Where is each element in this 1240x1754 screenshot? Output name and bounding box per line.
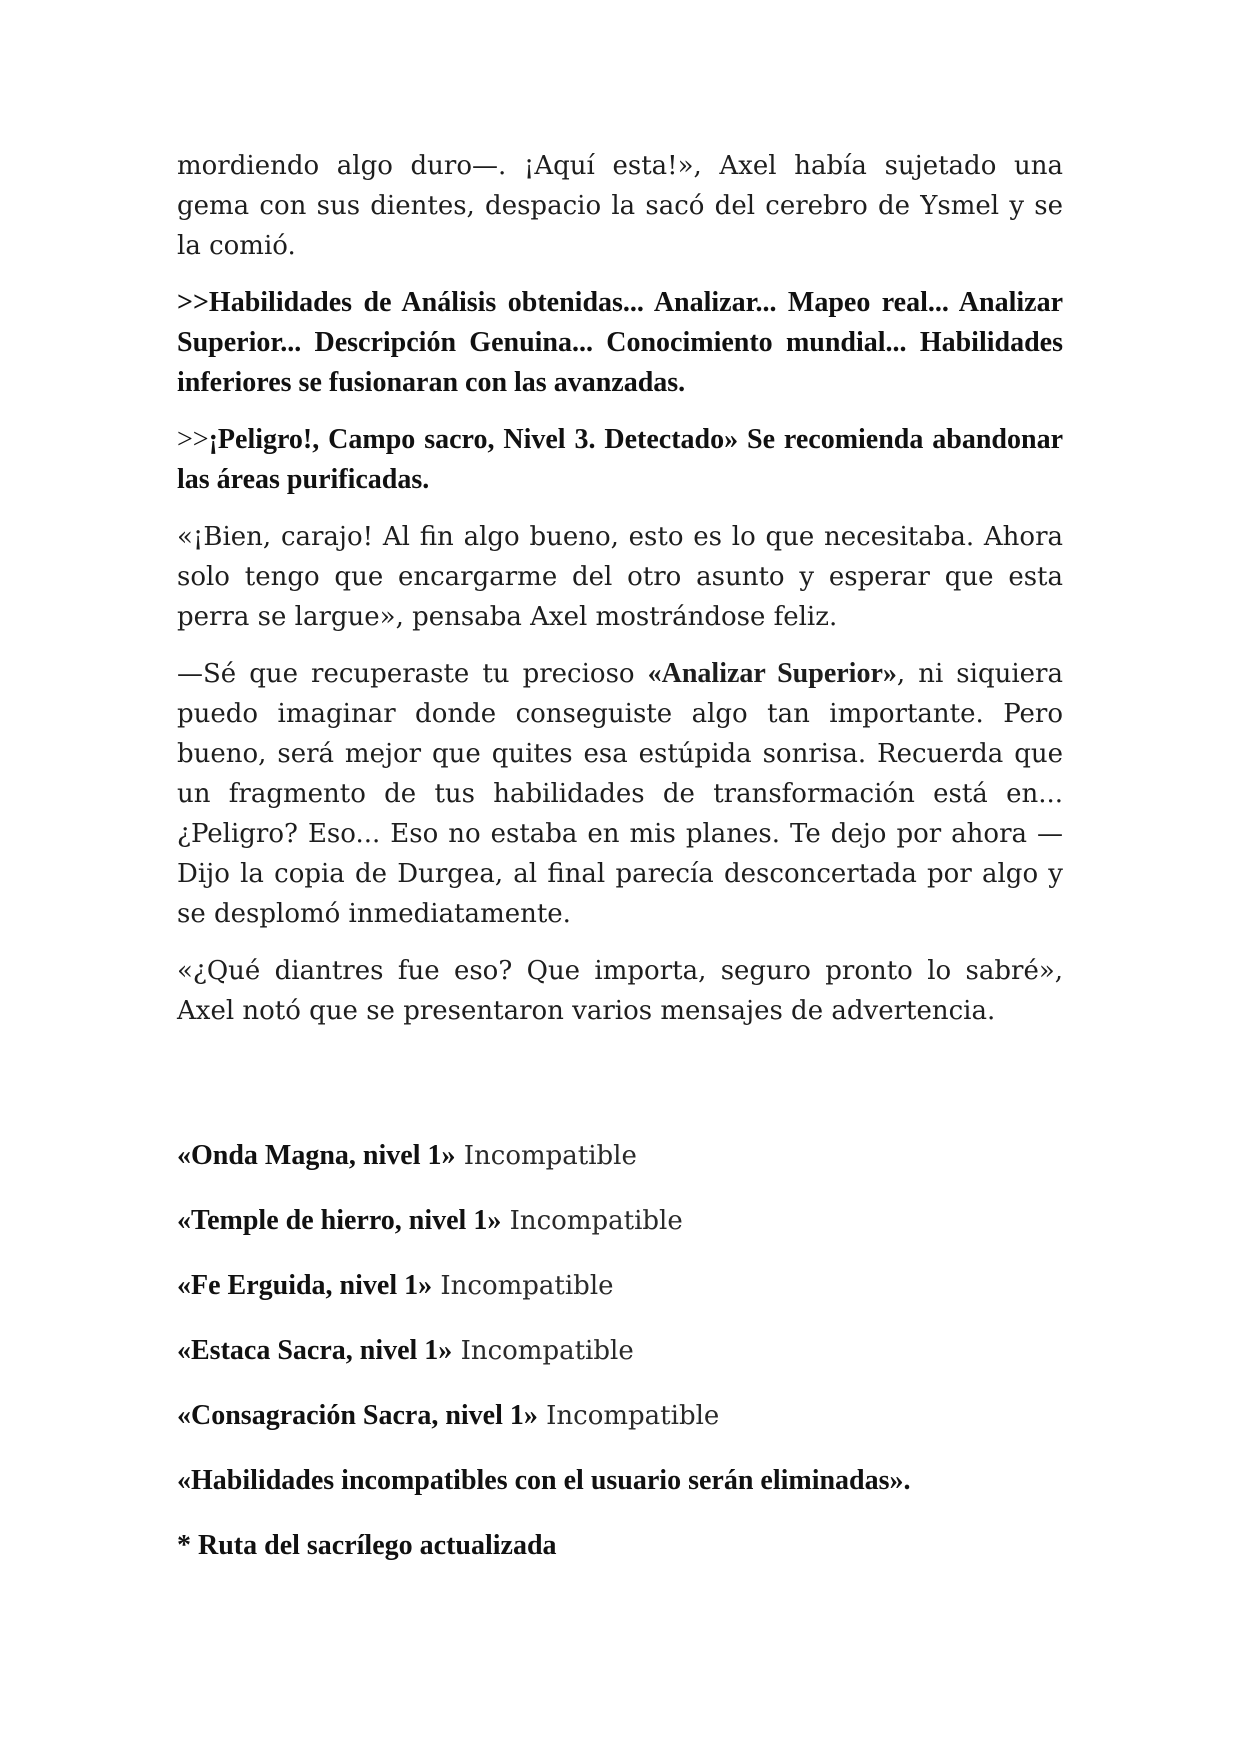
danger-text: ¡Peligro!, Campo sacro, Nivel 3. Detectado» Se recomienda abandonar las áreas purificadas. xyxy=(177,424,1063,495)
skill-status: Incompatible xyxy=(463,1141,637,1171)
skill-name: «Estaca Sacra, nivel 1» xyxy=(177,1335,453,1366)
paragraph-5-end: , ni siquiera puedo imaginar donde conseguiste algo tan importante. Pero bueno, será mejor que quites esa estúpida sonrisa. Recuerda que un fragmento de tus habilidades de transformación está en... ¿Peligro? Eso... Eso no estaba en mis planes. Te dejo por ahora —Dijo la copia de Durgea, al final parecía desconcertada por algo y se desplomó inmediatamente. xyxy=(177,659,1063,929)
skill-status: Incompatible xyxy=(440,1271,614,1301)
skill-name: «Temple de hierro, nivel 1» xyxy=(177,1205,502,1236)
paragraph-6: «¿Qué diantres fue eso? Que importa, seguro pronto lo sabré», Axel notó que se presentaron varios mensajes de advertencia. xyxy=(177,956,1063,1026)
route-update-notice: * Ruta del sacrílego actualizada xyxy=(177,1530,557,1561)
skill-name: «Onda Magna, nivel 1» xyxy=(177,1140,456,1171)
system-message-danger xyxy=(177,420,1063,500)
paragraph-5-skill: «Analizar Superior» xyxy=(647,658,897,689)
paragraph-1: mordiendo algo duro—. ¡Aquí esta!», Axel había sujetado una gema con sus dientes, despacio la sacó del cerebro de Ysmel y se la comió. xyxy=(177,151,1063,261)
document-page xyxy=(177,146,1063,1591)
skill-status: Incompatible xyxy=(509,1206,683,1236)
system-message-analysis-skills: >>Habilidades de Análisis obtenidas... Analizar... Mapeo real... Analizar Superior... Descripción Genuina... Conocimiento mundial... Habilidades inferiores se fusionaran con las avanzadas. xyxy=(177,287,1063,398)
section-spacer xyxy=(177,1048,1063,1136)
skill-name: «Fe Erguida, nivel 1» xyxy=(177,1270,433,1301)
skill-name: «Consagración Sacra, nivel 1» xyxy=(177,1400,538,1431)
skill-status: Incompatible xyxy=(546,1401,720,1431)
skill-status: Incompatible xyxy=(460,1336,634,1366)
skill-line xyxy=(177,1331,1063,1371)
paragraph-5 xyxy=(177,654,1063,934)
skill-line xyxy=(177,1201,1063,1241)
skill-line xyxy=(177,1396,1063,1436)
paragraph-5-start: —Sé que recuperaste tu precioso xyxy=(177,659,648,689)
skill-line xyxy=(177,1266,1063,1306)
danger-prefix: >> xyxy=(177,424,209,455)
removal-notice: «Habilidades incompatibles con el usuario serán eliminadas». xyxy=(177,1465,911,1496)
paragraph-4: «¡Bien, carajo! Al fin algo bueno, esto es lo que necesitaba. Ahora solo tengo que encargarme del otro asunto y esperar que esta perra se largue», pensaba Axel mostrándose feliz. xyxy=(177,522,1063,632)
skill-line xyxy=(177,1136,1063,1176)
